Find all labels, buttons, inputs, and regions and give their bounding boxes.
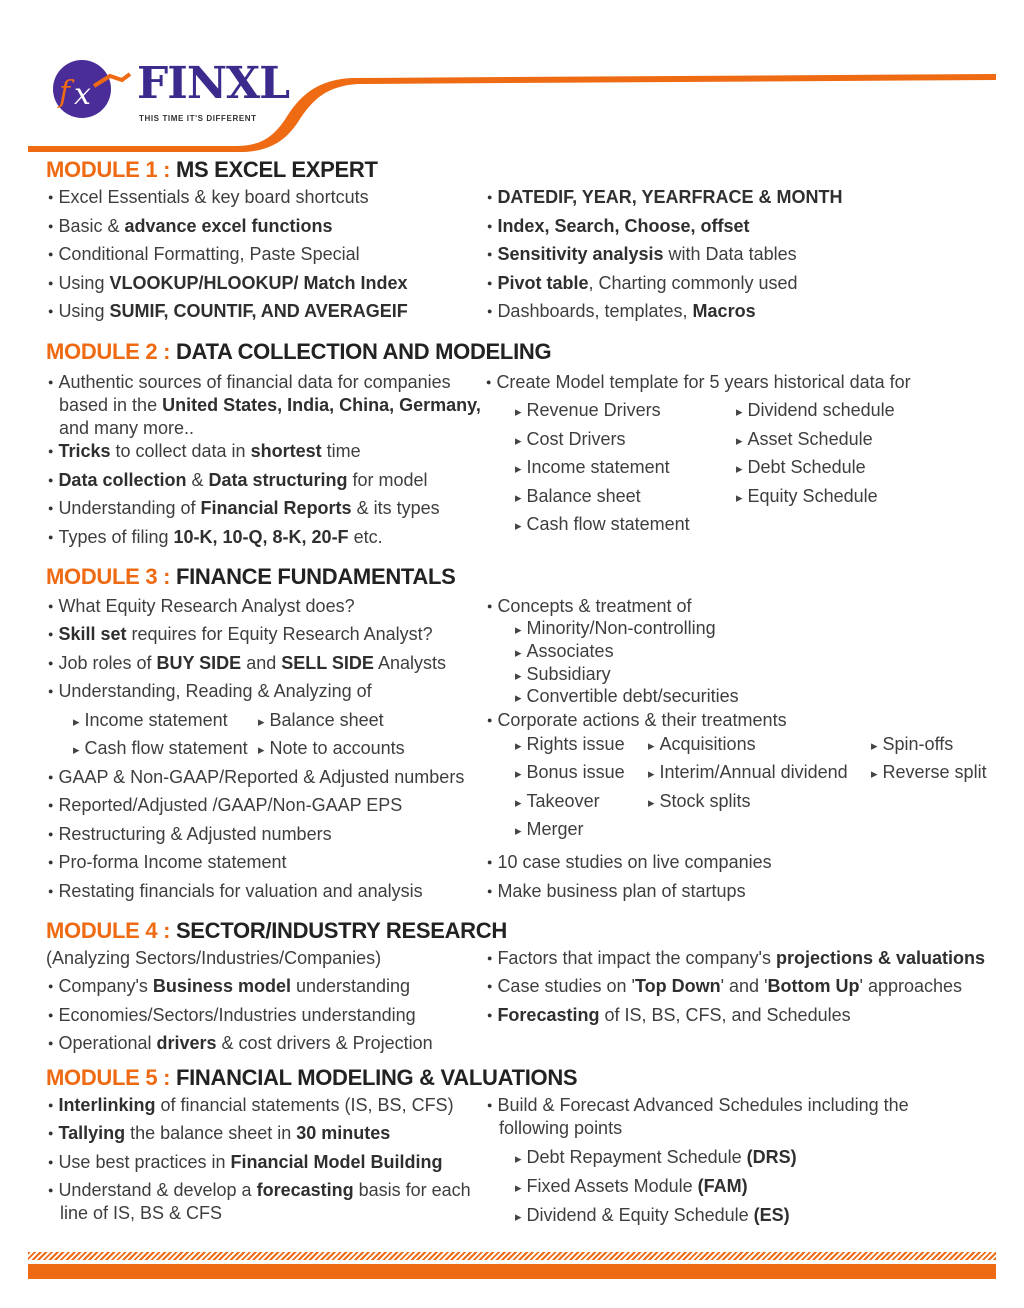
list-item: ● Pivot table, Charting commonly used [487,272,798,294]
list-item-cont: based in the United States, India, China, Germany, [59,395,481,415]
list-item: ● Understanding, Reading & Analyzing of [48,680,372,702]
svg-text:f: f [59,75,71,110]
list-item: ● Types of filing 10-K, 10-Q, 8-K, 20-F etc. [48,526,383,548]
sub-item: ▸ Rights issue [515,733,625,757]
list-item: ● Forecasting of IS, BS, CFS, and Schedules [487,1004,851,1026]
list-item: ● Concepts & treatment of [487,595,692,617]
list-item: ● Using SUMIF, COUNTIF, AND AVERAGEIF [48,300,408,322]
sub-item: ▸ Interim/Annual dividend [648,761,848,785]
list-item: ● DATEDIF, YEAR, YEARFRACE & MONTH [487,186,842,208]
sub-item: ▸ Income statement [515,456,670,480]
list-item: ● Tallying the balance sheet in 30 minutes [48,1122,390,1144]
list-item-cont: following points [499,1118,623,1138]
list-item: ● Company's Business model understanding [48,975,410,997]
sub-item: ▸ Spin-offs [871,733,953,757]
list-item: ● Build & Forecast Advanced Schedules including the [487,1094,909,1116]
sub-item: ▸ Acquisitions [648,733,756,757]
sub-item: ▸ Subsidiary [515,663,611,687]
list-item: ● Sensitivity analysis with Data tables [487,243,797,265]
sub-item: ▸ Asset Schedule [736,428,873,452]
sub-item: ▸ Minority/Non-controlling [515,617,716,641]
sub-item: ▸ Bonus issue [515,761,625,785]
sub-item: ▸ Cash flow statement [73,737,248,761]
list-item: ● GAAP & Non-GAAP/Reported & Adjusted numbers [48,766,464,788]
sub-item: ▸ Income statement [73,709,228,733]
module-4-subtitle: (Analyzing Sectors/Industries/Companies) [46,948,382,968]
list-item: ● Factors that impact the company's projections & valuations [487,947,985,969]
logo-mark [50,56,134,120]
list-item: ● Excel Essentials & key board shortcuts [48,186,369,208]
sub-item: ▸ Dividend & Equity Schedule (ES) [515,1204,790,1228]
sub-item: ▸ Stock splits [648,790,751,814]
list-item: ● What Equity Research Analyst does? [48,595,355,617]
list-item: ● Conditional Formatting, Paste Special [48,243,360,265]
brand-name: FINXL [137,58,290,109]
list-item: ● Corporate actions & their treatments [487,709,787,731]
list-item: ● Data collection & Data structuring for model [48,469,428,491]
list-item-cont: and many more.. [59,418,195,438]
footer-hatch [28,1252,996,1260]
list-item: ● Basic & advance excel functions [48,215,333,237]
sub-item: ▸ Associates [515,640,614,664]
brand-tagline: THIS TIME IT'S DIFFERENT [139,114,257,123]
sub-item: ▸ Note to accounts [258,737,405,761]
list-item: ● Reported/Adjusted /GAAP/Non-GAAP EPS [48,794,402,816]
sub-item: ▸ Equity Schedule [736,485,878,509]
list-item: ● Skill set requires for Equity Research Analyst? [48,623,433,645]
list-item: ● Understanding of Financial Reports & its types [48,497,440,519]
list-item: ● Understand & develop a forecasting basis for each [48,1179,471,1201]
module-5-heading: MODULE 5 : FINANCIAL MODELING & VALUATIONS [46,1065,578,1090]
sub-item: ▸ Fixed Assets Module (FAM) [515,1175,748,1199]
list-item: ● Make business plan of startups [487,880,746,902]
list-item: ● Authentic sources of financial data for companies [48,371,451,393]
list-item: ● Case studies on 'Top Down' and 'Bottom Up' approaches [487,975,962,997]
list-item: ● Job roles of BUY SIDE and SELL SIDE Analysts [48,652,446,674]
sub-item: ▸ Revenue Drivers [515,399,661,423]
sub-item: ▸ Balance sheet [258,709,384,733]
sub-item: ▸ Debt Repayment Schedule (DRS) [515,1146,797,1170]
list-item: ● Use best practices in Financial Model Building [48,1151,443,1173]
sub-item: ▸ Takeover [515,790,600,814]
footer-bar [28,1264,996,1279]
sub-item: ▸ Dividend schedule [736,399,895,423]
list-item: ● Tricks to collect data in shortest time [48,440,361,462]
sub-item: ▸ Balance sheet [515,485,641,509]
sub-item: ▸ Cost Drivers [515,428,626,452]
list-item: ● 10 case studies on live companies [487,851,772,873]
list-item: ● Pro-forma Income statement [48,851,287,873]
module-3-heading: MODULE 3 : FINANCE FUNDAMENTALS [46,564,456,589]
sub-item: ▸ Debt Schedule [736,456,866,480]
svg-text:x: x [74,77,91,112]
list-item: ● Restructuring & Adjusted numbers [48,823,332,845]
sub-item: ▸ Cash flow statement [515,513,690,537]
list-item: ● Using VLOOKUP/HLOOKUP/ Match Index [48,272,408,294]
module-4-heading: MODULE 4 : SECTOR/INDUSTRY RESEARCH [46,918,507,943]
list-item-cont: line of IS, BS & CFS [60,1203,223,1223]
module-2-heading: MODULE 2 : DATA COLLECTION AND MODELING [46,339,552,364]
list-item: ● Interlinking of financial statements (IS, BS, CFS) [48,1094,454,1116]
sub-item: ▸ Merger [515,818,584,842]
list-item: ● Operational drivers & cost drivers & Projection [48,1032,433,1054]
list-item: ● Economies/Sectors/Industries understanding [48,1004,416,1026]
sub-item: ▸ Reverse split [871,761,987,785]
list-item: ● Index, Search, Choose, offset [487,215,750,237]
list-item: ● Restating financials for valuation and analysis [48,880,423,902]
module-1-heading: MODULE 1 : MS EXCEL EXPERT [46,157,378,182]
sub-item: ▸ Convertible debt/securities [515,685,739,709]
list-item: ● Create Model template for 5 years historical data for [486,371,911,393]
list-item: ● Dashboards, templates, Macros [487,300,756,322]
